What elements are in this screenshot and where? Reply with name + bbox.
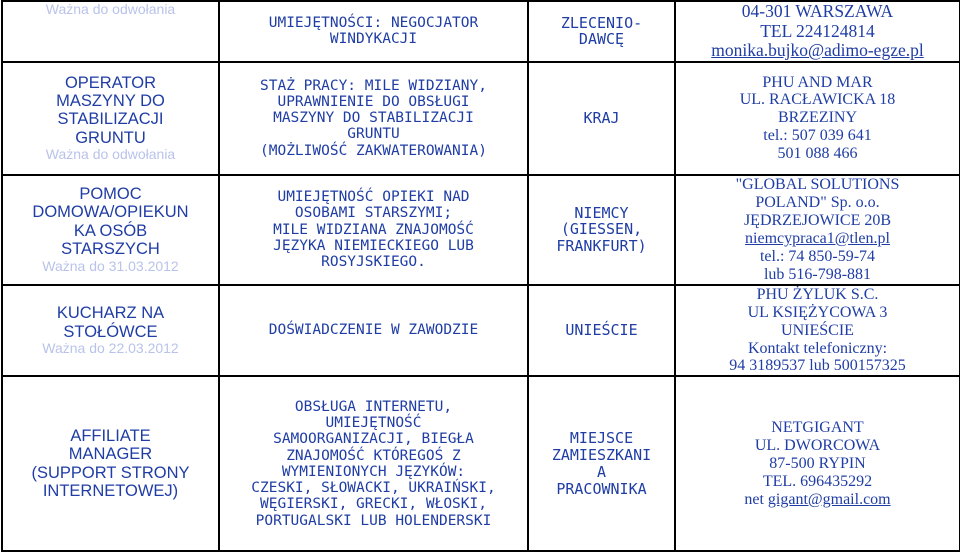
job-title-line: POMOC (79, 185, 142, 203)
contact-line: UL. RACŁAWICKA 18 (739, 91, 896, 109)
requirement-line: ROSYJSKIEGO. (321, 254, 426, 271)
job-title-line: DOMOWA/OPIEKUN (32, 203, 189, 222)
contact-email-line (680, 491, 955, 509)
requirement-line: MASZYNY DO STABILIZACJI (273, 110, 474, 127)
contact-cell (675, 285, 960, 377)
contact-line: tel.: 507 039 641 (763, 127, 872, 145)
location-cell (528, 1, 675, 62)
job-title-line: KA OSÓB (73, 221, 148, 240)
location-line: DAWCĘ (578, 30, 625, 49)
contact-line: TEL 224124814 (760, 20, 875, 41)
contact-email-link[interactable]: niemcypraca1@tlen.pl (745, 229, 890, 247)
contact-cell (675, 1, 960, 62)
requirement-line: STAŻ PRACY: MILE WIDZIANY, (260, 77, 487, 94)
table-row (2, 62, 960, 175)
validity-note: Ważna do 31.03.2012 (42, 257, 179, 274)
job-title-line: STARSZYCH (61, 240, 160, 259)
contact-line: 04-301 WARSZAWA (741, 1, 894, 21)
contact-line: "GLOBAL SOLUTIONS (735, 176, 900, 194)
table-row (2, 175, 960, 285)
location-line: UNIEŚCIE (565, 321, 638, 340)
location-cell (528, 285, 675, 377)
requirements-cell (219, 175, 528, 285)
table-row (2, 376, 960, 551)
requirement-line: UMIEJĘTNOŚĆ (325, 415, 422, 432)
location-cell (528, 175, 675, 285)
location-line: (GIESSEN, (560, 220, 643, 239)
location-line: FRANKFURT) (556, 237, 647, 256)
table-row (2, 285, 960, 377)
job-offers-table (1, 0, 960, 552)
requirement-line: CZESKI, SŁOWACKI, UKRAIŃSKI, (251, 480, 496, 497)
requirement-line: UMIEJĘTNOŚĆ OPIEKI NAD (277, 189, 470, 206)
location-line: ZAMIESZKANI (551, 446, 652, 465)
contact-cell (675, 62, 960, 175)
requirements-cell (219, 376, 528, 551)
contact-line: TEL. 696435292 (762, 472, 873, 490)
contact-line: PHU AND MAR (762, 73, 873, 91)
requirements-cell (219, 62, 528, 175)
job-title-line: (SUPPORT STRONY (31, 463, 190, 482)
job-title-line: OPERATOR (64, 73, 157, 92)
requirement-line: UPRAWNIENIE DO OBSŁUGI (277, 93, 470, 110)
requirements-cell (219, 285, 528, 377)
requirement-line: WĘGIERSKI, GRECKI, WŁOSKI, (260, 496, 487, 513)
contact-line: PHU ŻYLUK S.C. (756, 285, 879, 303)
requirement-line: ZNAJOMOŚĆ KTÓREGOŚ Z (286, 447, 461, 464)
contact-line: JĘDRZEJOWICE 20B (743, 211, 892, 229)
contact-line: BRZEZINY (777, 109, 858, 127)
contact-line: UNIEŚCIE (781, 321, 854, 339)
requirement-line: DOŚWIADCZENIE W ZAWODZIE (268, 322, 479, 339)
location-line: ZLECENIO- (560, 13, 643, 32)
contact-line: Kontakt telefoniczny: (747, 339, 888, 357)
job-title-line: STABILIZACJI (57, 110, 164, 129)
contact-cell (675, 175, 960, 285)
contact-email-link[interactable]: gigant@gmail.com (767, 490, 891, 508)
location-line: PRACOWNIKA (556, 479, 647, 498)
contact-email-link[interactable]: monika.bujko@adimo-egze.pl (711, 40, 924, 61)
validity-note: Ważna do odwołania (45, 1, 176, 17)
job-title-line: AFFILIATE (70, 426, 151, 445)
job-title-cell (2, 62, 219, 175)
contact-line: tel.: 74 850-59-74 (759, 247, 876, 265)
contact-line: 501 088 466 (777, 145, 858, 163)
job-title-cell (2, 175, 219, 285)
contact-line: 87-500 RYPIN (769, 454, 866, 472)
validity-note: Ważna do 22.03.2012 (42, 340, 179, 357)
contact-line: UL KSIĘŻYCOWA 3 (747, 303, 888, 321)
job-title-line: INTERNETOWEJ) (42, 482, 179, 501)
location-line: A (596, 462, 607, 481)
requirement-line: OBSŁUGA INTERNETU, (294, 398, 453, 415)
location-line: MIEJSCE (569, 429, 634, 448)
job-title-line: STOŁÓWCE (63, 322, 158, 341)
contact-line: NETGIGANT (771, 419, 864, 437)
requirement-line: WINDYKACJI (329, 31, 418, 48)
location-line: NIEMCY (574, 203, 629, 222)
contact-line: UL. DWORCOWA (754, 436, 881, 454)
email-prefix: net (744, 490, 768, 508)
requirement-line: PORTUGALSKI LUB HOLENDERSKI (255, 512, 492, 529)
validity-note: Ważna do odwołania (45, 146, 176, 163)
requirement-line: MILE WIDZIANA ZNAJOMOŚĆ (273, 221, 474, 238)
requirement-line: (MOŻLIWOŚĆ ZAKWATEROWANIA) (260, 142, 487, 159)
requirement-line: OSOBAMI STARSZYMI; (294, 205, 453, 222)
job-title-line: MASZYNY DO (56, 91, 165, 110)
requirement-line: SAMOORGANIZACJI, BIEGŁA (273, 431, 474, 448)
job-title-line: MANAGER (68, 445, 153, 464)
location-cell (528, 376, 675, 551)
contact-line: 94 3189537 lub 500157325 (729, 357, 906, 375)
location-cell (528, 62, 675, 175)
job-title-line: GRUNTU (75, 128, 146, 147)
table-row (2, 1, 960, 62)
contact-cell (675, 376, 960, 551)
requirement-line: JĘZYKA NIEMIECKIEGO LUB (273, 237, 474, 254)
job-title-cell (2, 285, 219, 377)
contact-line: POLAND" Sp. o.o. (755, 193, 880, 211)
requirement-line: WYMIENIONYCH JĘZYKÓW: (281, 463, 466, 480)
requirement-line: UMIEJĘTNOŚCI: NEGOCJATOR (268, 15, 479, 32)
requirement-line: GRUNTU (347, 126, 400, 143)
job-title-cell (2, 1, 219, 62)
job-title-line: KUCHARZ NA (56, 304, 165, 323)
requirements-cell (219, 1, 528, 62)
location-line: KRAJ (583, 108, 620, 127)
contact-line: lub 516-798-881 (763, 265, 872, 283)
job-title-cell (2, 376, 219, 551)
